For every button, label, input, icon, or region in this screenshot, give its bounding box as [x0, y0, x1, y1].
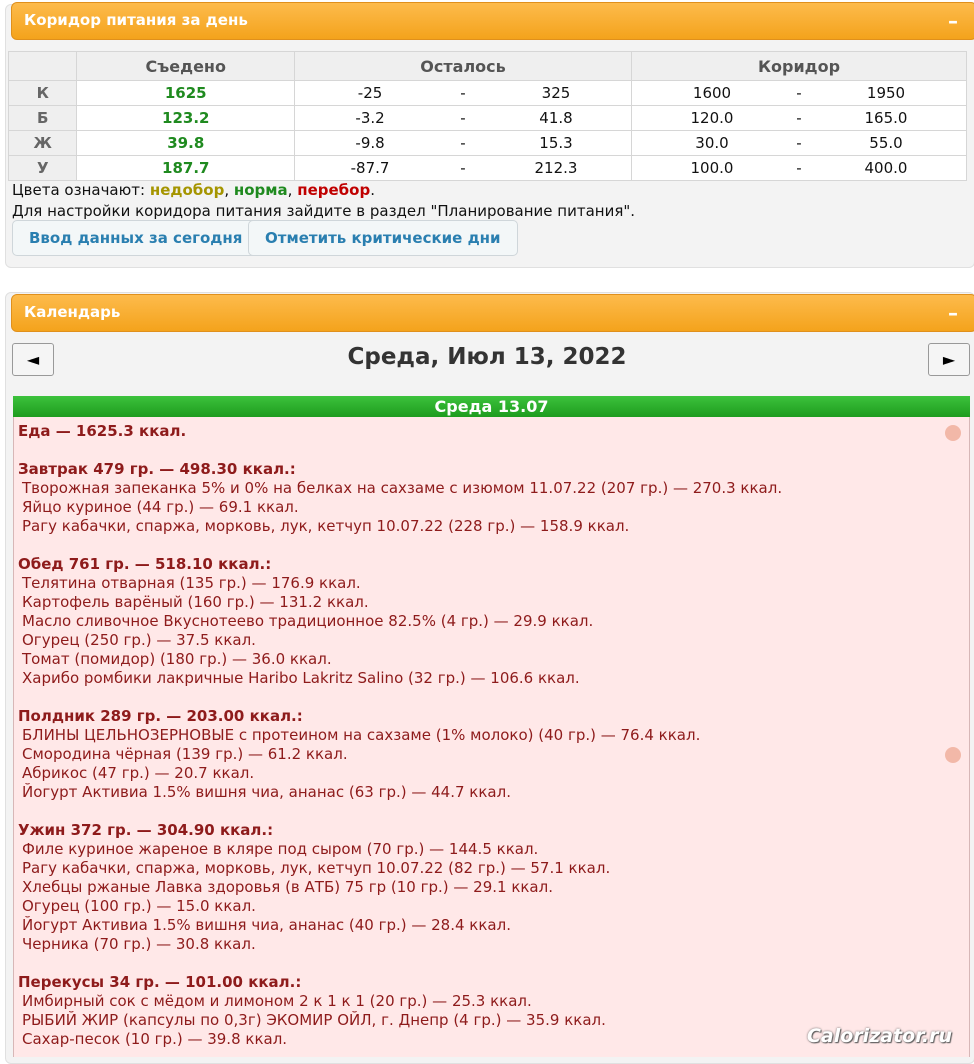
calendar-panel-header[interactable]: [11, 294, 974, 332]
corridor-panel-header[interactable]: [11, 2, 974, 40]
food-item: Телятина отварная (135 гр.) — 176.9 ккал.: [22, 574, 361, 592]
left-cell: [295, 156, 632, 181]
separator: -: [796, 84, 802, 102]
legend-over: перебор: [297, 181, 371, 199]
legend-comma: ,: [287, 181, 293, 199]
header-left: Осталось: [295, 52, 632, 81]
meal-header: Завтрак 479 гр. — 498.30 ккал.:: [18, 460, 296, 478]
food-item: Картофель варёный (160 гр.) — 131.2 ккал.: [22, 593, 369, 611]
separator: -: [796, 134, 802, 152]
food-item: Рагу кабачки, спаржа, морковь, лук, кетчуп 10.07.22 (228 гр.) — 158.9 ккал.: [22, 517, 630, 535]
row-label: К: [9, 81, 77, 106]
corridor-panel-title: Коридор питания за день: [24, 11, 248, 29]
food-item: РЫБИЙ ЖИР (капсулы по 0,3г) ЭКОМИР ОЙЛ, г. Днепр (4 гр.) — 35.9 ккал.: [22, 1011, 606, 1029]
separator: -: [460, 159, 466, 177]
range-cell: [632, 106, 967, 131]
meal-block: [18, 821, 969, 954]
left-cell: [295, 131, 632, 156]
row-label: У: [9, 156, 77, 181]
meal-block: [18, 555, 969, 688]
food-item: Черника (70 гр.) — 30.8 ккал.: [22, 935, 256, 953]
eaten-value: 123.2: [77, 106, 295, 131]
collapse-icon[interactable]: –: [948, 301, 958, 325]
separator: -: [460, 109, 466, 127]
table-row: [9, 81, 967, 106]
legend-under: недобор: [149, 181, 225, 199]
day-header[interactable]: Среда 13.07: [13, 396, 970, 417]
header-eaten: Съедено: [77, 52, 295, 81]
day-food-log: [13, 417, 970, 1057]
arrow-left-icon: ◄: [26, 350, 40, 369]
meal-block: [18, 460, 969, 536]
range-min: 1600: [692, 84, 732, 102]
separator: -: [796, 109, 802, 127]
enter-today-button[interactable]: Ввод данных за сегодня: [12, 220, 259, 256]
range-max: 400.0: [864, 159, 908, 177]
food-item: Филе куриное жареное в кляре под сыром (70 гр.) — 144.5 ккал.: [22, 840, 539, 858]
eaten-value: 1625: [77, 81, 295, 106]
food-item: Творожная запеканка 5% и 0% на белках на сахзаме с изюмом 11.07.22 (207 гр.) — 270.3 ккал.: [22, 479, 783, 497]
left-max: 212.3: [534, 159, 578, 177]
range-max: 1950: [866, 84, 906, 102]
eaten-value: 39.8: [77, 131, 295, 156]
separator: -: [460, 134, 466, 152]
meal-block: [18, 707, 969, 802]
food-item: Огурец (250 гр.) — 37.5 ккал.: [22, 631, 256, 649]
planning-note: Для настройки коридора питания зайдите в раздел "Планирование питания".: [12, 202, 636, 220]
left-max: 325: [541, 84, 571, 102]
meal-header: Обед 761 гр. — 518.10 ккал.:: [18, 555, 272, 573]
range-min: 120.0: [690, 109, 734, 127]
calendar-panel-title: Календарь: [24, 303, 121, 321]
collapse-icon[interactable]: –: [948, 9, 958, 33]
food-item: Огурец (100 гр.) — 15.0 ккал.: [22, 897, 256, 915]
food-item: Томат (помидор) (180 гр.) — 36.0 ккал.: [22, 650, 332, 668]
day-total: Еда — 1625.3 ккал.: [18, 422, 187, 440]
range-cell: [632, 81, 967, 106]
food-item: Рагу кабачки, спаржа, морковь, лук, кетчуп 10.07.22 (82 гр.) — 57.1 ккал.: [22, 859, 611, 877]
food-item: Харибо ромбики лакричные Haribo Lakritz Salino (32 гр.) — 106.6 ккал.: [22, 669, 580, 687]
mark-critical-days-button[interactable]: Отметить критические дни: [248, 220, 518, 256]
row-label: Б: [9, 106, 77, 131]
table-row: [9, 156, 967, 181]
row-label: Ж: [9, 131, 77, 156]
food-item: Йогурт Активиа 1.5% вишня чиа, ананас (63 гр.) — 44.7 ккал.: [22, 783, 511, 801]
left-max: 15.3: [539, 134, 573, 152]
nutrition-corridor-table: [8, 51, 967, 181]
header-empty: [9, 52, 77, 81]
separator: -: [796, 159, 802, 177]
food-item: Яйцо куриное (44 гр.) — 69.1 ккал.: [22, 498, 299, 516]
separator: -: [460, 84, 466, 102]
next-day-button[interactable]: [928, 343, 970, 376]
food-item: Йогурт Активиа 1.5% вишня чиа, ананас (40 гр.) — 28.4 ккал.: [22, 916, 511, 934]
left-min: -25: [357, 84, 383, 102]
legend-norm: норма: [233, 181, 288, 199]
arrow-right-icon: ►: [942, 350, 956, 369]
color-legend: [12, 180, 635, 222]
header-range: Коридор: [632, 52, 967, 81]
left-min: -9.8: [355, 134, 385, 152]
site-watermark: Calorizator.ru: [806, 1025, 952, 1047]
legend-comma: ,: [224, 181, 230, 199]
meal-header: Полдник 289 гр. — 203.00 ккал.:: [18, 707, 303, 725]
meal-header: Ужин 372 гр. — 304.90 ккал.:: [18, 821, 274, 839]
eaten-value: 187.7: [77, 156, 295, 181]
table-row: [9, 131, 967, 156]
range-min: 100.0: [690, 159, 734, 177]
meal-header: Перекусы 34 гр. — 101.00 ккал.:: [18, 973, 302, 991]
range-cell: [632, 131, 967, 156]
legend-dot: .: [370, 181, 375, 199]
table-header-row: [9, 52, 967, 81]
food-item: Хлебцы ржаные Лавка здоровья (в АТБ) 75 гр (10 гр.) — 29.1 ккал.: [22, 878, 553, 896]
food-item: Абрикос (47 гр.) — 20.7 ккал.: [22, 764, 255, 782]
food-item: Имбирный сок с мёдом и лимоном 2 к 1 к 1 (20 гр.) — 25.3 ккал.: [22, 992, 532, 1010]
food-item: Сахар-песок (10 гр.) — 39.8 ккал.: [22, 1030, 288, 1048]
left-max: 41.8: [539, 109, 573, 127]
range-max: 165.0: [864, 109, 908, 127]
left-cell: [295, 81, 632, 106]
left-cell: [295, 106, 632, 131]
meals-list: [18, 460, 969, 1049]
left-min: -87.7: [350, 159, 390, 177]
food-item: Масло сливочное Вкуснотеево традиционное 82.5% (4 гр.) — 29.9 ккал.: [22, 612, 594, 630]
hand-pointer-icon[interactable]: [945, 425, 961, 441]
food-item: Смородина чёрная (139 гр.) — 61.2 ккал.: [22, 745, 348, 763]
food-item: БЛИНЫ ЦЕЛЬНОЗЕРНОВЫЕ с протеином на сахзаме (1% молоко) (40 гр.) — 76.4 ккал.: [22, 726, 701, 744]
range-min: 30.0: [695, 134, 729, 152]
range-max: 55.0: [869, 134, 903, 152]
table-row: [9, 106, 967, 131]
range-cell: [632, 156, 967, 181]
legend-prefix: Цвета означают:: [12, 181, 146, 199]
calendar-date-title: Среда, Июл 13, 2022: [347, 344, 627, 370]
left-min: -3.2: [355, 109, 385, 127]
hand-pointer-icon[interactable]: [945, 747, 961, 763]
legend-line: [12, 180, 635, 201]
